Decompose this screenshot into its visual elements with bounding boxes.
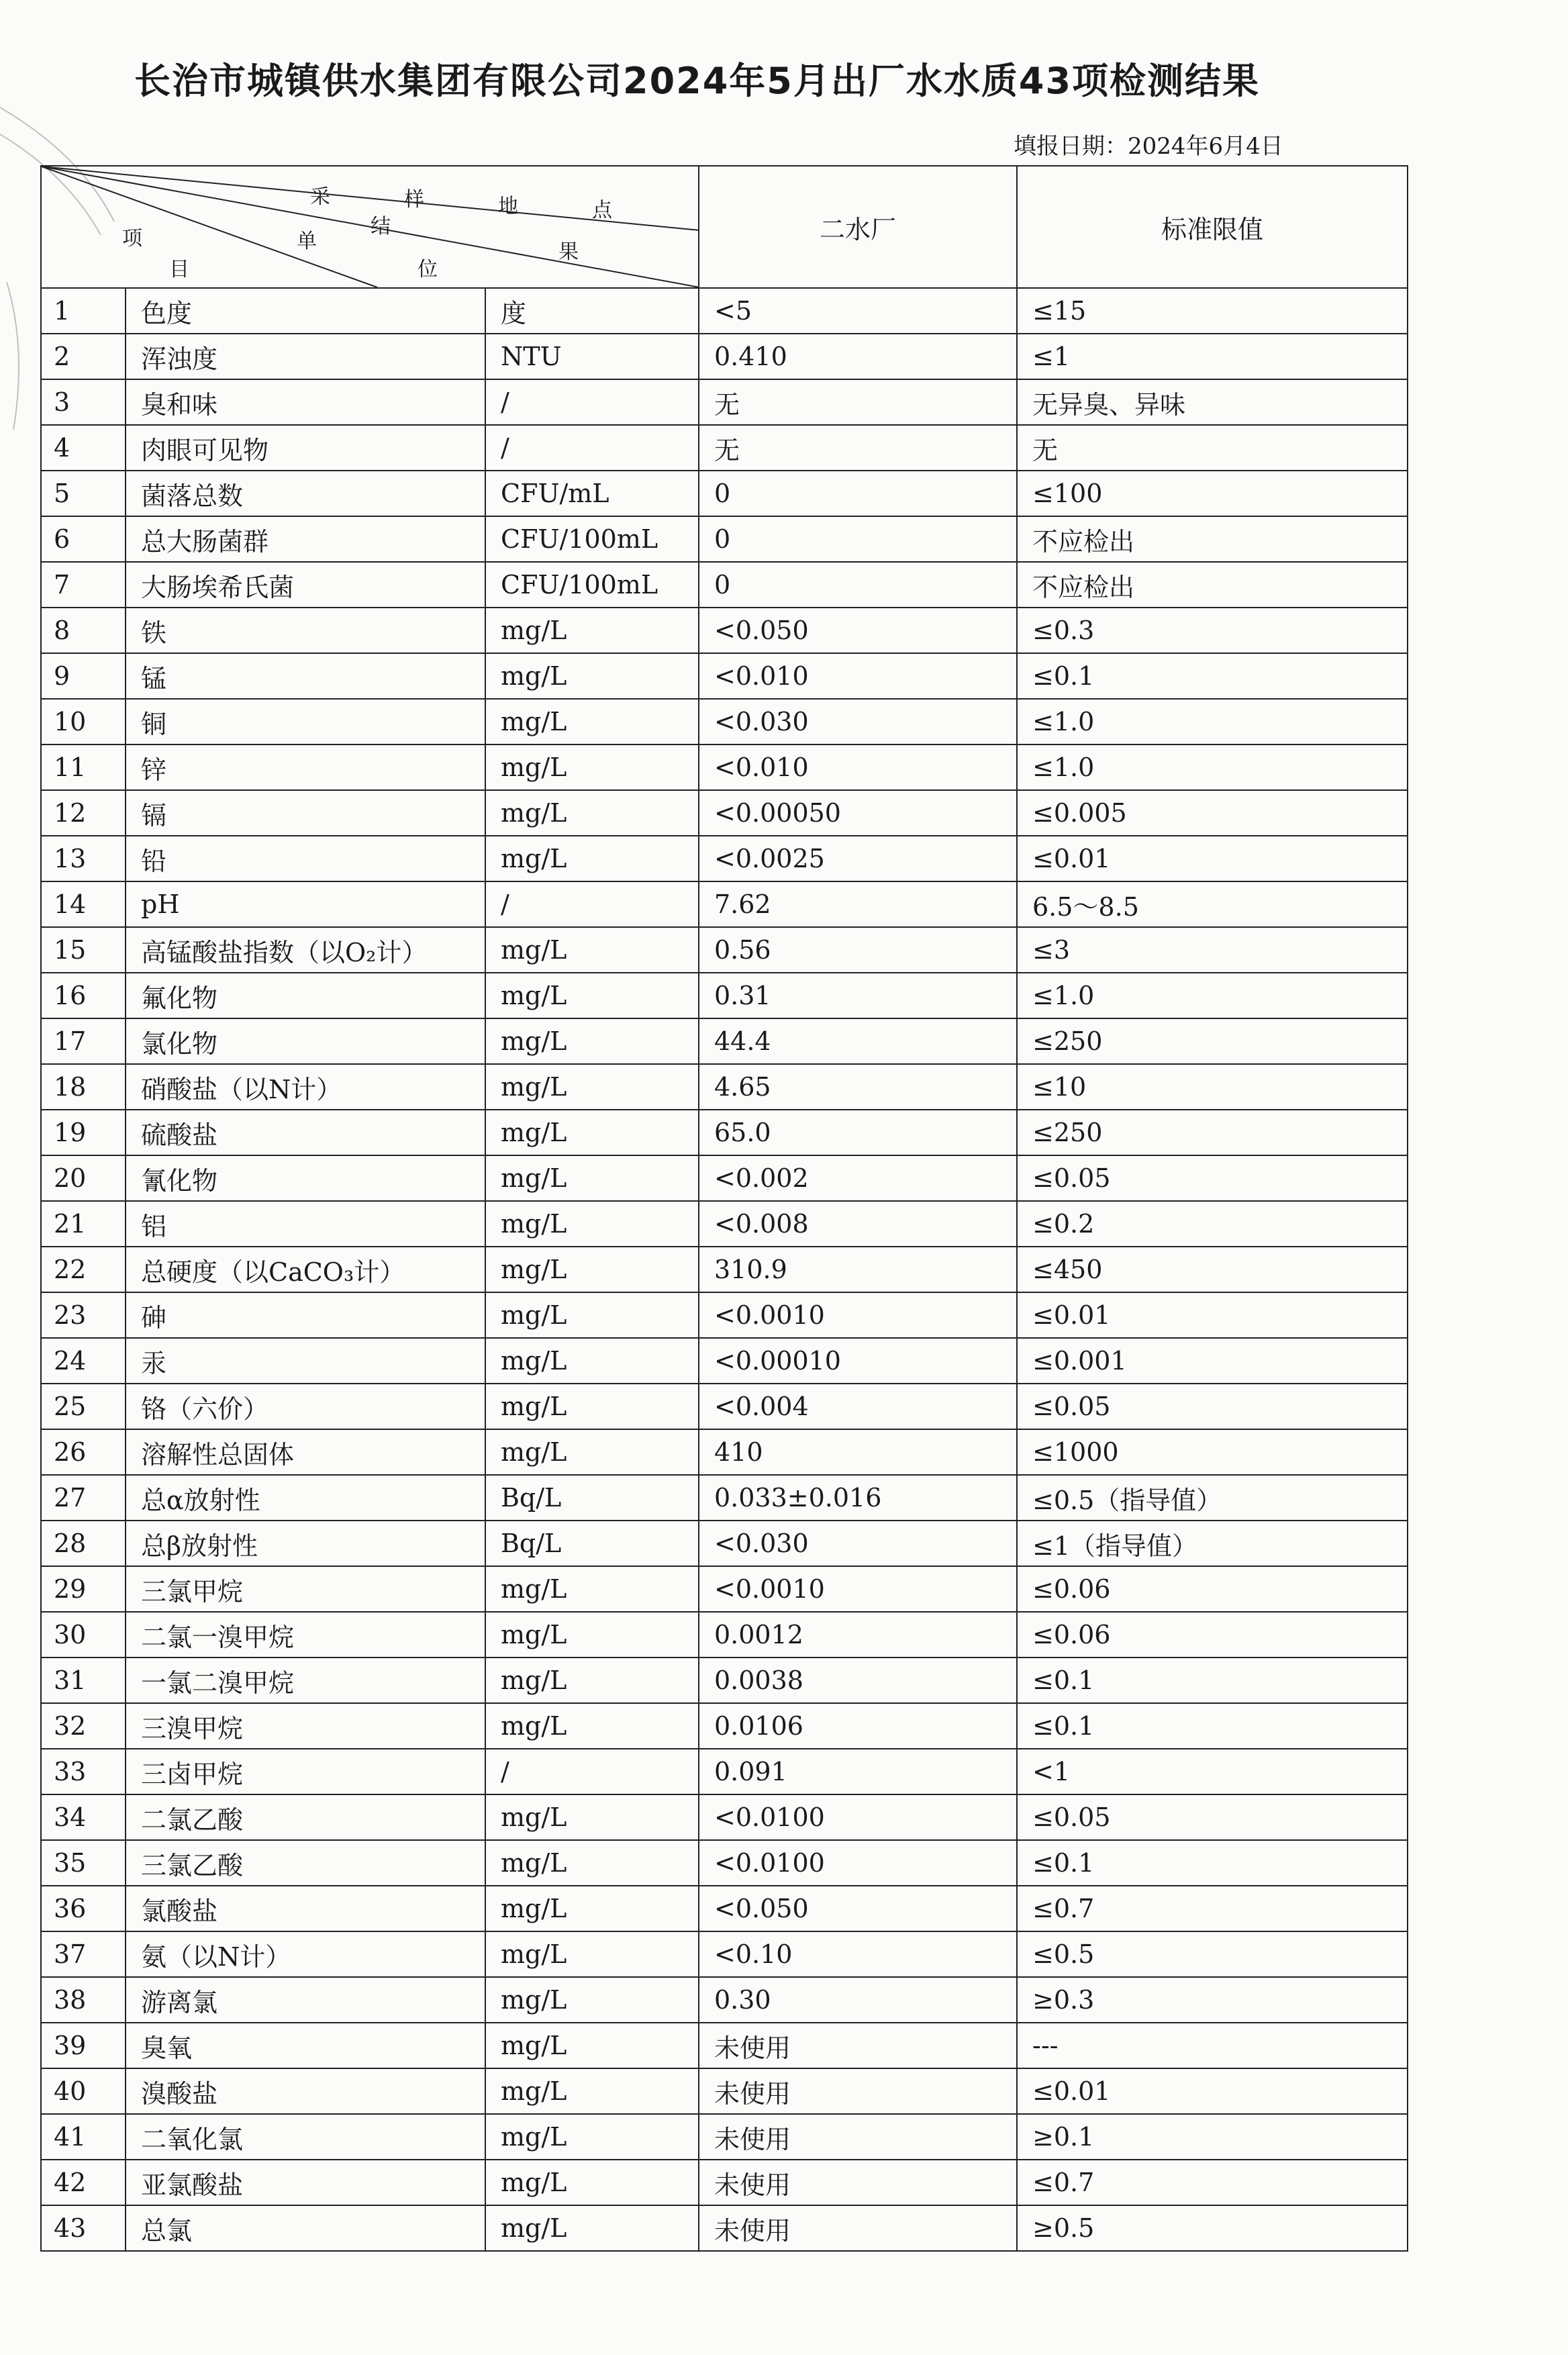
table-row	[41, 2205, 1408, 2251]
cell-no: 16	[41, 973, 126, 1018]
cell-item: 溴酸盐	[126, 2068, 485, 2114]
table-row	[41, 1429, 1408, 1475]
cell-unit: mg/L	[485, 699, 699, 744]
corner-word: 项	[122, 227, 142, 250]
cell-result: <0.010	[699, 653, 1017, 699]
table-row	[41, 1612, 1408, 1657]
cell-limit: ≥0.3	[1017, 1977, 1408, 2023]
cell-result: 0.31	[699, 973, 1017, 1018]
cell-limit: ≤0.01	[1017, 836, 1408, 881]
cell-no: 19	[41, 1110, 126, 1155]
cell-item: 三溴甲烷	[126, 1703, 485, 1749]
cell-no: 40	[41, 2068, 126, 2114]
cell-unit: NTU	[485, 334, 699, 379]
cell-limit: ≤0.3	[1017, 608, 1408, 653]
cell-no: 33	[41, 1749, 126, 1794]
cell-item: pH	[126, 881, 485, 927]
table-row	[41, 881, 1408, 927]
cell-no: 17	[41, 1018, 126, 1064]
cell-no: 39	[41, 2023, 126, 2068]
cell-unit: mg/L	[485, 1384, 699, 1429]
corner-word: 位	[418, 258, 438, 281]
cell-item: 总氯	[126, 2205, 485, 2251]
cell-result: 4.65	[699, 1064, 1017, 1110]
cell-unit: CFU/100mL	[485, 516, 699, 562]
cell-result: <0.030	[699, 1521, 1017, 1566]
table-row	[41, 836, 1408, 881]
cell-item: 高锰酸盐指数（以O₂计）	[126, 927, 485, 973]
table-row	[41, 1657, 1408, 1703]
cell-result: 410	[699, 1429, 1017, 1475]
cell-limit: ≤0.05	[1017, 1384, 1408, 1429]
cell-result: <5	[699, 288, 1017, 334]
table-row	[41, 562, 1408, 608]
cell-limit: ≤0.1	[1017, 1703, 1408, 1749]
cell-limit: ≤15	[1017, 288, 1408, 334]
cell-item: 铅	[126, 836, 485, 881]
cell-result: 0.091	[699, 1749, 1017, 1794]
cell-no: 28	[41, 1521, 126, 1566]
cell-limit: ≤0.005	[1017, 790, 1408, 836]
cell-unit: mg/L	[485, 2160, 699, 2205]
table-row	[41, 1110, 1408, 1155]
cell-result: 0.410	[699, 334, 1017, 379]
cell-limit: ≤1000	[1017, 1429, 1408, 1475]
cell-limit: ≤1.0	[1017, 973, 1408, 1018]
cell-unit: mg/L	[485, 1064, 699, 1110]
cell-limit: ---	[1017, 2023, 1408, 2068]
table-row	[41, 1886, 1408, 1931]
cell-limit: ≤1.0	[1017, 744, 1408, 790]
cell-result: 无	[699, 379, 1017, 425]
cell-item: 铝	[126, 1201, 485, 1247]
cell-unit: mg/L	[485, 1840, 699, 1886]
table-row	[41, 2023, 1408, 2068]
cell-result: <0.030	[699, 699, 1017, 744]
cell-no: 5	[41, 471, 126, 516]
cell-result: 0	[699, 516, 1017, 562]
cell-limit: ≤250	[1017, 1110, 1408, 1155]
cell-limit: ≤0.06	[1017, 1612, 1408, 1657]
cell-result: <0.00050	[699, 790, 1017, 836]
cell-result: <0.0010	[699, 1566, 1017, 1612]
cell-item: 总β放射性	[126, 1521, 485, 1566]
cell-limit: 无	[1017, 425, 1408, 471]
cell-result: 0.0038	[699, 1657, 1017, 1703]
cell-no: 18	[41, 1064, 126, 1110]
cell-limit: ≤250	[1017, 1018, 1408, 1064]
cell-unit: mg/L	[485, 1566, 699, 1612]
table-row	[41, 1384, 1408, 1429]
table-row	[41, 425, 1408, 471]
cell-no: 32	[41, 1703, 126, 1749]
cell-unit: mg/L	[485, 2068, 699, 2114]
corner-word: 样	[404, 188, 424, 211]
table-row	[41, 1064, 1408, 1110]
cell-unit: mg/L	[485, 1886, 699, 1931]
diagonal-header-cell	[41, 166, 699, 288]
cell-unit: mg/L	[485, 1977, 699, 2023]
cell-no: 14	[41, 881, 126, 927]
cell-result: <0.004	[699, 1384, 1017, 1429]
cell-no: 24	[41, 1338, 126, 1384]
cell-result: <0.008	[699, 1201, 1017, 1247]
table-row	[41, 379, 1408, 425]
cell-result: 未使用	[699, 2068, 1017, 2114]
cell-no: 36	[41, 1886, 126, 1931]
cell-unit: mg/L	[485, 608, 699, 653]
cell-no: 9	[41, 653, 126, 699]
cell-result: 44.4	[699, 1018, 1017, 1064]
column-header-result: 二水厂	[699, 166, 1017, 288]
cell-unit: 度	[485, 288, 699, 334]
cell-result: <0.050	[699, 608, 1017, 653]
cell-item: 二氯乙酸	[126, 1794, 485, 1840]
cell-item: 三氯乙酸	[126, 1840, 485, 1886]
cell-unit: mg/L	[485, 1201, 699, 1247]
table-row	[41, 516, 1408, 562]
cell-unit: /	[485, 379, 699, 425]
table-row	[41, 1475, 1408, 1521]
cell-limit: 6.5～8.5	[1017, 881, 1408, 927]
cell-result: 0.30	[699, 1977, 1017, 2023]
cell-result: 65.0	[699, 1110, 1017, 1155]
cell-limit: ≤0.7	[1017, 1886, 1408, 1931]
cell-limit: ≤1	[1017, 334, 1408, 379]
cell-no: 34	[41, 1794, 126, 1840]
table-row	[41, 1840, 1408, 1886]
cell-limit: ≤0.5（指导值）	[1017, 1475, 1408, 1521]
table-row	[41, 471, 1408, 516]
cell-limit: ≤1（指导值）	[1017, 1521, 1408, 1566]
cell-no: 1	[41, 288, 126, 334]
cell-unit: mg/L	[485, 1338, 699, 1384]
cell-no: 22	[41, 1247, 126, 1292]
cell-item: 二氯一溴甲烷	[126, 1612, 485, 1657]
cell-item: 三氯甲烷	[126, 1566, 485, 1612]
cell-result: 310.9	[699, 1247, 1017, 1292]
cell-limit: ≤0.1	[1017, 1840, 1408, 1886]
cell-unit: mg/L	[485, 744, 699, 790]
table-row	[41, 2114, 1408, 2160]
table-row	[41, 1749, 1408, 1794]
cell-limit: <1	[1017, 1749, 1408, 1794]
cell-unit: CFU/100mL	[485, 562, 699, 608]
cell-result: 0.033±0.016	[699, 1475, 1017, 1521]
corner-word: 目	[169, 258, 189, 281]
cell-unit: Bq/L	[485, 1475, 699, 1521]
table-row	[41, 744, 1408, 790]
cell-result: 未使用	[699, 2023, 1017, 2068]
cell-unit: mg/L	[485, 1247, 699, 1292]
cell-item: 臭和味	[126, 379, 485, 425]
cell-no: 27	[41, 1475, 126, 1521]
cell-no: 42	[41, 2160, 126, 2205]
cell-limit: ≤0.01	[1017, 1292, 1408, 1338]
cell-unit: CFU/mL	[485, 471, 699, 516]
corner-word: 地	[498, 195, 518, 218]
table-row	[41, 334, 1408, 379]
cell-item: 三卤甲烷	[126, 1749, 485, 1794]
cell-limit: ≤3	[1017, 927, 1408, 973]
cell-item: 总硬度（以CaCO₃计）	[126, 1247, 485, 1292]
cell-no: 41	[41, 2114, 126, 2160]
cell-item: 铜	[126, 699, 485, 744]
cell-unit: mg/L	[485, 836, 699, 881]
cell-result: <0.010	[699, 744, 1017, 790]
cell-item: 铁	[126, 608, 485, 653]
cell-result: <0.00010	[699, 1338, 1017, 1384]
cell-unit: mg/L	[485, 1657, 699, 1703]
corner-word: 结	[371, 215, 391, 238]
cell-item: 大肠埃希氏菌	[126, 562, 485, 608]
cell-no: 26	[41, 1429, 126, 1475]
cell-no: 30	[41, 1612, 126, 1657]
cell-item: 氨（以N计）	[126, 1931, 485, 1977]
cell-limit: 不应检出	[1017, 562, 1408, 608]
cell-unit: mg/L	[485, 790, 699, 836]
cell-result: 0.0106	[699, 1703, 1017, 1749]
cell-item: 菌落总数	[126, 471, 485, 516]
cell-no: 35	[41, 1840, 126, 1886]
cell-limit: ≤450	[1017, 1247, 1408, 1292]
cell-result: 7.62	[699, 881, 1017, 927]
cell-item: 氟化物	[126, 973, 485, 1018]
corner-word: 果	[558, 240, 579, 264]
cell-unit: mg/L	[485, 2205, 699, 2251]
cell-item: 总大肠菌群	[126, 516, 485, 562]
cell-item: 溶解性总固体	[126, 1429, 485, 1475]
cell-no: 11	[41, 744, 126, 790]
cell-item: 浑浊度	[126, 334, 485, 379]
cell-unit: /	[485, 1749, 699, 1794]
table-row	[41, 1338, 1408, 1384]
cell-item: 锰	[126, 653, 485, 699]
cell-item: 色度	[126, 288, 485, 334]
header-row	[41, 166, 1408, 288]
cell-no: 8	[41, 608, 126, 653]
cell-unit: /	[485, 881, 699, 927]
table-row	[41, 790, 1408, 836]
cell-limit: ≤0.01	[1017, 2068, 1408, 2114]
cell-unit: mg/L	[485, 1292, 699, 1338]
cell-result: <0.0010	[699, 1292, 1017, 1338]
table-row	[41, 1201, 1408, 1247]
corner-word: 点	[592, 199, 612, 222]
cell-unit: mg/L	[485, 2023, 699, 2068]
table-row	[41, 2068, 1408, 2114]
cell-item: 硝酸盐（以N计）	[126, 1064, 485, 1110]
cell-no: 7	[41, 562, 126, 608]
table-row	[41, 1703, 1408, 1749]
page-title: 长治市城镇供水集团有限公司2024年5月出厂水水质43项检测结果	[134, 60, 1261, 102]
cell-result: 0	[699, 471, 1017, 516]
table-row	[41, 1977, 1408, 2023]
cell-unit: mg/L	[485, 1155, 699, 1201]
cell-limit: ≤0.05	[1017, 1794, 1408, 1840]
cell-no: 13	[41, 836, 126, 881]
cell-unit: mg/L	[485, 1794, 699, 1840]
cell-item: 氯化物	[126, 1018, 485, 1064]
fill-date: 填报日期：2024年6月4日	[1014, 133, 1283, 160]
cell-item: 镉	[126, 790, 485, 836]
table-row	[41, 1018, 1408, 1064]
cell-limit: ≤0.05	[1017, 1155, 1408, 1201]
cell-item: 氯酸盐	[126, 1886, 485, 1931]
cell-no: 15	[41, 927, 126, 973]
cell-limit: ≤0.5	[1017, 1931, 1408, 1977]
cell-item: 二氧化氯	[126, 2114, 485, 2160]
cell-item: 汞	[126, 1338, 485, 1384]
cell-limit: ≤1.0	[1017, 699, 1408, 744]
cell-no: 10	[41, 699, 126, 744]
cell-no: 3	[41, 379, 126, 425]
table-row	[41, 1155, 1408, 1201]
cell-unit: mg/L	[485, 2114, 699, 2160]
cell-result: 0	[699, 562, 1017, 608]
column-header-limit: 标准限值	[1017, 166, 1408, 288]
cell-no: 25	[41, 1384, 126, 1429]
cell-unit: mg/L	[485, 1018, 699, 1064]
cell-no: 38	[41, 1977, 126, 2023]
table-row	[41, 288, 1408, 334]
cell-unit: mg/L	[485, 1429, 699, 1475]
cell-item: 游离氯	[126, 1977, 485, 2023]
cell-result: <0.10	[699, 1931, 1017, 1977]
cell-no: 23	[41, 1292, 126, 1338]
cell-limit: ≤0.1	[1017, 1657, 1408, 1703]
table-row	[41, 1794, 1408, 1840]
cell-result: 未使用	[699, 2160, 1017, 2205]
cell-unit: mg/L	[485, 1110, 699, 1155]
cell-limit: ≤100	[1017, 471, 1408, 516]
cell-unit: mg/L	[485, 1612, 699, 1657]
cell-unit: mg/L	[485, 1703, 699, 1749]
cell-item: 总α放射性	[126, 1475, 485, 1521]
cell-limit: ≤0.001	[1017, 1338, 1408, 1384]
table-row	[41, 973, 1408, 1018]
cell-result: <0.0025	[699, 836, 1017, 881]
cell-unit: Bq/L	[485, 1521, 699, 1566]
table-row	[41, 699, 1408, 744]
table-row	[41, 1521, 1408, 1566]
cell-result: 未使用	[699, 2205, 1017, 2251]
results-table	[40, 165, 1408, 2252]
cell-no: 21	[41, 1201, 126, 1247]
cell-limit: 无异臭、异味	[1017, 379, 1408, 425]
cell-item: 臭氧	[126, 2023, 485, 2068]
cell-item: 铬（六价）	[126, 1384, 485, 1429]
cell-limit: ≥0.1	[1017, 2114, 1408, 2160]
cell-limit: ≤0.06	[1017, 1566, 1408, 1612]
table-row	[41, 927, 1408, 973]
table-row	[41, 1247, 1408, 1292]
cell-result: 0.0012	[699, 1612, 1017, 1657]
cell-limit: ≤0.2	[1017, 1201, 1408, 1247]
corner-word: 采	[310, 185, 330, 209]
cell-no: 20	[41, 1155, 126, 1201]
cell-limit: ≤0.7	[1017, 2160, 1408, 2205]
cell-limit: 不应检出	[1017, 516, 1408, 562]
cell-limit: ≤10	[1017, 1064, 1408, 1110]
table-row	[41, 653, 1408, 699]
cell-unit: mg/L	[485, 653, 699, 699]
cell-item: 肉眼可见物	[126, 425, 485, 471]
table-row	[41, 2160, 1408, 2205]
cell-result: <0.050	[699, 1886, 1017, 1931]
cell-unit: mg/L	[485, 973, 699, 1018]
cell-limit: ≥0.5	[1017, 2205, 1408, 2251]
cell-unit: /	[485, 425, 699, 471]
cell-result: <0.0100	[699, 1840, 1017, 1886]
cell-result: 0.56	[699, 927, 1017, 973]
cell-result: <0.002	[699, 1155, 1017, 1201]
table-row	[41, 608, 1408, 653]
cell-unit: mg/L	[485, 1931, 699, 1977]
cell-item: 硫酸盐	[126, 1110, 485, 1155]
cell-no: 2	[41, 334, 126, 379]
cell-result: <0.0100	[699, 1794, 1017, 1840]
cell-no: 43	[41, 2205, 126, 2251]
cell-item: 砷	[126, 1292, 485, 1338]
cell-no: 29	[41, 1566, 126, 1612]
cell-no: 31	[41, 1657, 126, 1703]
corner-word: 单	[297, 230, 317, 253]
cell-item: 氰化物	[126, 1155, 485, 1201]
cell-item: 亚氯酸盐	[126, 2160, 485, 2205]
cell-result: 无	[699, 425, 1017, 471]
cell-item: 锌	[126, 744, 485, 790]
cell-unit: mg/L	[485, 927, 699, 973]
cell-no: 37	[41, 1931, 126, 1977]
cell-item: 一氯二溴甲烷	[126, 1657, 485, 1703]
table-row	[41, 1931, 1408, 1977]
cell-limit: ≤0.1	[1017, 653, 1408, 699]
cell-no: 4	[41, 425, 126, 471]
table-row	[41, 1292, 1408, 1338]
table-row	[41, 1566, 1408, 1612]
cell-no: 12	[41, 790, 126, 836]
cell-result: 未使用	[699, 2114, 1017, 2160]
cell-no: 6	[41, 516, 126, 562]
